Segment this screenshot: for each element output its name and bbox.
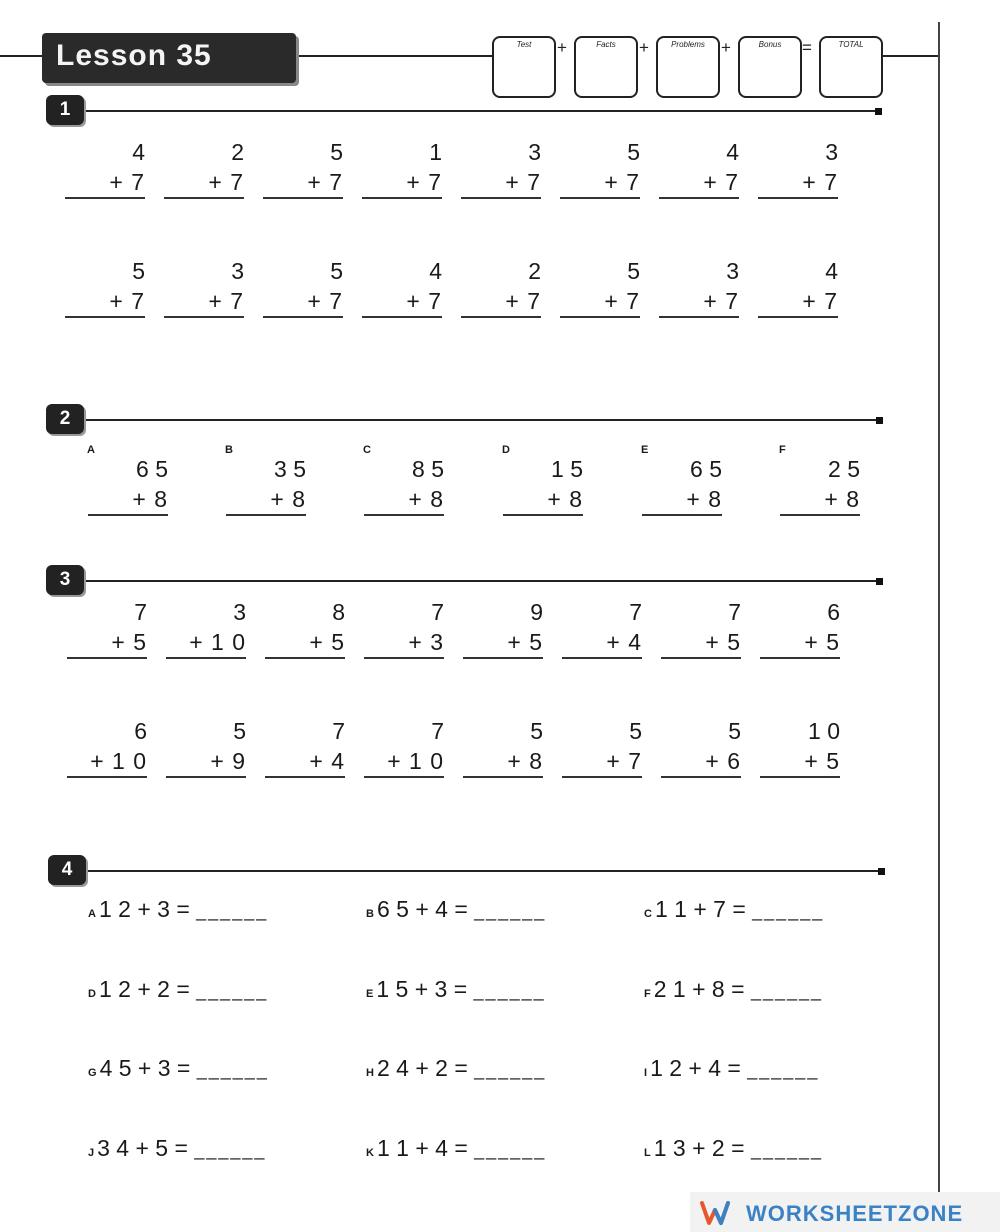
s3-r2-p7: 5 + 6 [661,716,741,778]
equation-j: J 3 4 + 5 = ______ [88,1135,267,1161]
header-line-left [0,55,45,57]
s3-r1-p3: 8 + 5 [265,597,345,659]
header-line-right [880,55,940,57]
plus-operator: + [721,38,731,57]
answer-blank: ______ [196,1060,269,1080]
s1-r1-p7: 4 + 7 [659,137,739,199]
s3-r2-p3: 7 + 4 [265,716,345,778]
s1-r1-p4: 1 + 7 [362,137,442,199]
score-box-facts [574,36,638,98]
worksheetzone-brand[interactable] [690,1192,1000,1232]
s1-r2-p4: 4 + 7 [362,256,442,318]
plus-operator: + [557,38,567,57]
section-2-rule [86,419,878,421]
section-4-rule-end [878,868,885,875]
section-3-badge: 3 [46,565,84,595]
s1-r1-p2: 2 + 7 [164,137,244,199]
s2-label-d: D [502,444,510,456]
s2-label-a: A [87,444,95,456]
answer-blank: ______ [474,901,547,921]
answer-blank: ______ [474,1140,547,1160]
answer-blank: ______ [752,901,825,921]
lesson-title: Lesson 35 [56,39,212,72]
score-box-bonus [738,36,802,98]
s3-r2-p5: 5 + 8 [463,716,543,778]
right-margin-line [938,22,940,1192]
equation-b: B 6 5 + 4 = ______ [366,896,547,922]
equation-h: H 2 4 + 2 = ______ [366,1055,547,1081]
answer-blank: ______ [194,1140,267,1160]
score-box-label: Test [516,40,532,49]
answer-blank: ______ [196,901,269,921]
worksheetzone-logo-icon [700,1200,734,1226]
s3-r1-p2: 3 + 1 0 [166,597,246,659]
s1-r2-p8: 4 + 7 [758,256,838,318]
score-box-total [819,36,883,98]
s1-r2-p7: 3 + 7 [659,256,739,318]
score-box-test [492,36,556,98]
s3-r2-p6: 5 + 7 [562,716,642,778]
equation-d: D 1 2 + 2 = ______ [88,976,269,1002]
equation-l: L 1 3 + 2 = ______ [644,1135,824,1161]
s3-r1-p1: 7 + 5 [67,597,147,659]
s2-label-f: F [779,444,786,456]
s1-r2-p2: 3 + 7 [164,256,244,318]
answer-blank: ______ [474,1060,547,1080]
s3-r1-p6: 7 + 4 [562,597,642,659]
equation-f: F 2 1 + 8 = ______ [644,976,824,1002]
equation-k: K 1 1 + 4 = ______ [366,1135,547,1161]
section-3-rule-end [876,578,883,585]
score-box-label: Facts [596,40,616,49]
s1-r2-p6: 5 + 7 [560,256,640,318]
s2-p5: 6 5 + 8 [642,454,722,516]
s1-r1-p5: 3 + 7 [461,137,541,199]
answer-blank: ______ [473,981,546,1001]
score-box-label: Problems [671,40,705,49]
answer-blank: ______ [750,1140,824,1160]
section-2-badge: 2 [46,404,84,434]
s1-r2-p1: 5 + 7 [65,256,145,318]
s1-r1-p6: 5 + 7 [560,137,640,199]
brand-name: WORKSHEETZONE [746,1201,964,1226]
s3-r2-p8: 1 0 + 5 [760,716,840,778]
s2-p6: 2 5 + 8 [780,454,860,516]
s2-label-b: B [225,444,233,456]
s1-r1-p8: 3 + 7 [758,137,838,199]
s3-r1-p8: 6 + 5 [760,597,840,659]
s1-r2-p5: 2 + 7 [461,256,541,318]
s2-label-c: C [363,444,371,456]
s3-r1-p5: 9 + 5 [463,597,543,659]
s2-label-e: E [641,444,649,456]
section-2-rule-end [876,417,883,424]
plus-operator: + [639,38,649,57]
s2-p2: 3 5 + 8 [226,454,306,516]
s2-p4: 1 5 + 8 [503,454,583,516]
section-4-badge: 4 [48,855,86,885]
score-box-label: Bonus [758,40,782,49]
answer-blank: ______ [747,1060,820,1080]
s3-r2-p2: 5 + 9 [166,716,246,778]
s1-r1-p3: 5 + 7 [263,137,343,199]
section-1-badge: 1 [46,95,84,125]
s3-r1-p4: 7 + 3 [364,597,444,659]
score-box-problems [656,36,720,98]
s1-r2-p3: 5 + 7 [263,256,343,318]
header-line-middle [296,55,492,57]
equation-e: E 1 5 + 3 = ______ [366,976,546,1002]
section-4-rule [88,870,880,872]
answer-blank: ______ [196,981,269,1001]
section-1-rule-end [875,108,882,115]
s2-p3: 8 5 + 8 [364,454,444,516]
section-3-rule [86,580,878,582]
s3-r1-p7: 7 + 5 [661,597,741,659]
score-box-label: TOTAL [838,40,864,49]
s3-r2-p4: 7 + 1 0 [364,716,444,778]
equals-operator: = [802,38,812,57]
lesson-title-banner [42,33,296,83]
s2-p1: 6 5 + 8 [88,454,168,516]
section-1-rule [86,110,878,112]
equation-c: C 1 1 + 7 = ______ [644,896,825,922]
s3-r2-p1: 6 + 1 0 [67,716,147,778]
s1-r1-p1: 4 + 7 [65,137,145,199]
equation-a: A 1 2 + 3 = ______ [88,896,269,922]
equation-g: G 4 5 + 3 = ______ [88,1055,269,1081]
equation-i: I 1 2 + 4 = ______ [644,1055,820,1081]
answer-blank: ______ [750,981,824,1001]
